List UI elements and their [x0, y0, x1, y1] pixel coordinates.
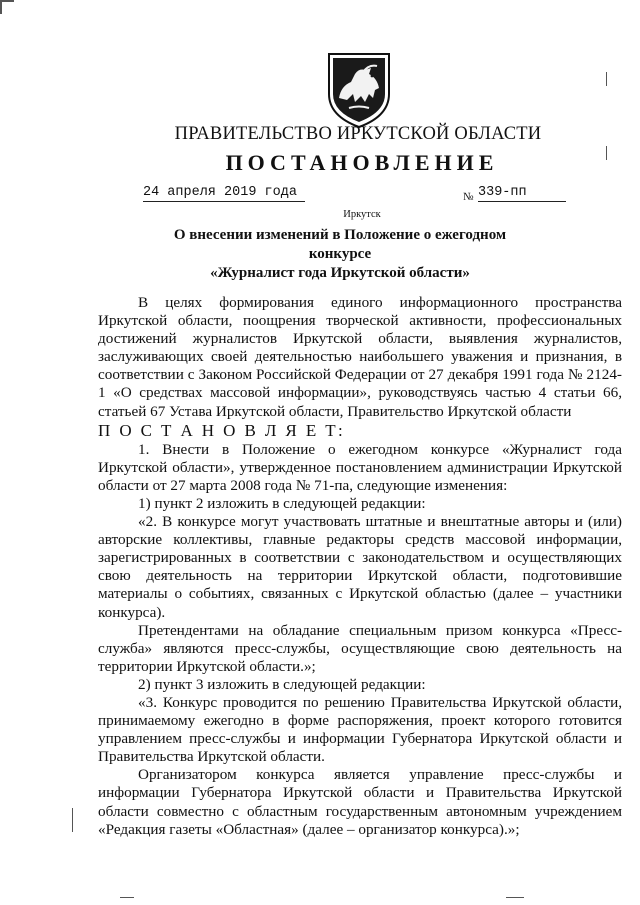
- number-sign: №: [463, 191, 474, 203]
- scan-edge-mark: [120, 897, 134, 898]
- document-date: 24 апреля 2019 года: [143, 185, 305, 202]
- scan-edge-mark: [506, 897, 524, 898]
- government-name: ПРАВИТЕЛЬСТВО ИРКУТСКОЙ ОБЛАСТИ: [174, 124, 542, 144]
- clause-3-second-paragraph: Организатором конкурса является управление пресс-службы и информации Губернатора Иркутской области и Правительства Иркутской области совместно с областным государственным автономным учреждением «Редакция газеты «Областная» (далее – организатор конкурса).»;: [98, 766, 622, 838]
- preamble-paragraph: В целях формирования единого информационного пространства Иркутской области, поощрения творческой активности, профессиональных достижений журналистов Иркутской области, выявления журналистов, заслуживающих своей деятельностью наибольшего уважения и признания, в соответствии с Законом Российской Федерации от 27 декабря 1991 года № 2124-1 «О средствах массовой информации», руководствуясь частью 4 статьи 66, статьей 67 Устава Иркутской области, Правительство Иркутской области: [98, 294, 622, 420]
- document-body: [98, 294, 622, 839]
- subject-line-1: О внесении изменений в Положение о ежегодном конкурсе: [173, 227, 507, 262]
- clause-2-paragraph: «2. В конкурсе могут участвовать штатные и внештатные авторы и (или) авторские коллективы, главные редакторы средств массовой информации, зарегистрированных в соответствии с законодательством и осуществляющих свою деятельность на территории Иркутской области, подготовившие материалы о событиях, связанных с Иркутской областью (далее – участники конкурса).: [98, 513, 622, 621]
- scan-edge-mark: [606, 72, 607, 86]
- scan-corner-mark: [0, 0, 2, 14]
- document-number: 339-пп: [478, 185, 566, 202]
- clause-2-second-paragraph: Претендентами на обладание специальным призом конкурса «Пресс-служба» являются пресс-службы, осуществляющие свою деятельность на территории Иркутской области.»;: [98, 621, 622, 675]
- scan-corner-mark: [0, 0, 14, 2]
- subject-line-2: «Журналист года Иркутской области»: [210, 265, 470, 281]
- city: Иркутск: [343, 209, 381, 220]
- document-subject: [150, 226, 530, 283]
- subitem-1-paragraph: 1) пункт 2 изложить в следующей редакции:: [138, 494, 426, 512]
- clause-3-paragraph: «3. Конкурс проводится по решению Правительства Иркутской области, принимаемому ежегодно в форме распоряжения, проект которого готовится управлением пресс-службы и информации Губернатора Иркутской области и Правительства Иркутской области.: [98, 693, 622, 766]
- document-type: ПОСТАНОВЛЕНИЕ: [225, 150, 499, 175]
- resolves-heading: П О С Т А Н О В Л Я Е Т:: [98, 420, 346, 440]
- subitem-2-paragraph: 2) пункт 3 изложить в следующей редакции:: [138, 675, 426, 693]
- irkutsk-region-emblem: [325, 50, 393, 130]
- scan-edge-mark: [606, 146, 607, 160]
- scan-edge-mark: [72, 808, 73, 832]
- item-1-paragraph: 1. Внести в Положение о ежегодном конкурсе «Журналист года Иркутской области», утвержденное постановлением администрации Иркутской области от 27 марта 2008 года № 71-па, следующие изменения:: [98, 440, 622, 494]
